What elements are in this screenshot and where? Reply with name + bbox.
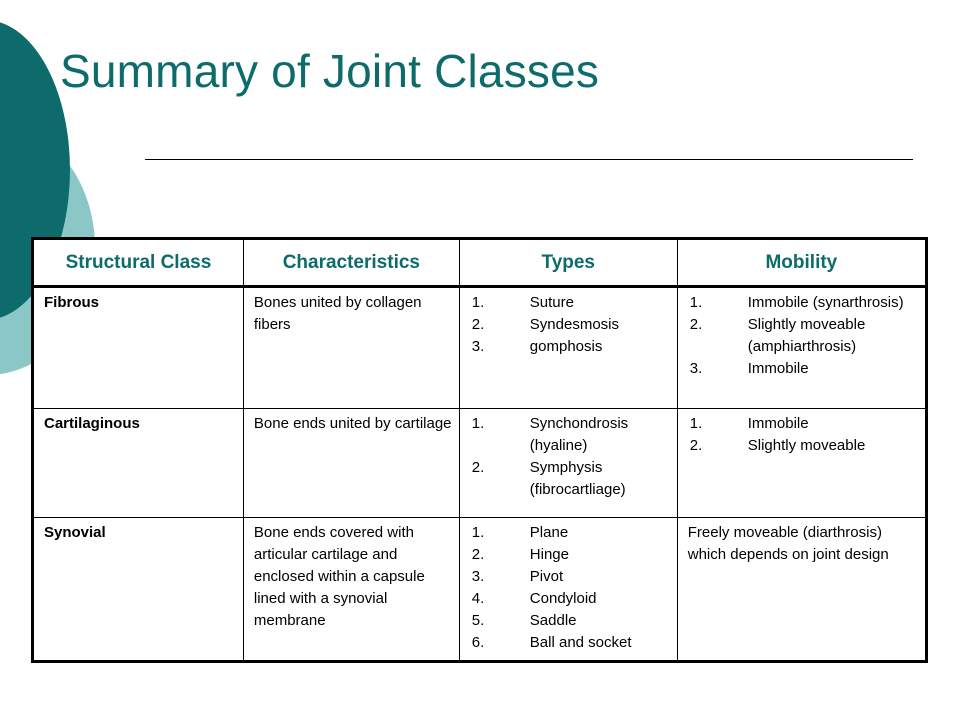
types-cell <box>459 287 677 409</box>
types-cell <box>459 409 677 518</box>
list-item: Plane <box>529 524 569 541</box>
list-item: Immobile (synarthrosis) <box>747 294 904 311</box>
types-cell <box>459 518 677 662</box>
list-item: Symphysis (fibrocartliage) <box>529 459 626 498</box>
types-list <box>470 292 671 358</box>
joint-classes-table <box>31 237 928 663</box>
table-row-cartilaginous <box>33 409 927 518</box>
header-mobility: Mobility <box>677 239 926 287</box>
characteristics-cell: Bone ends covered with articular cartilage and enclosed within a capsule lined with a synovial membrane <box>243 518 459 662</box>
title-divider <box>145 159 913 160</box>
slide-title: Summary of Joint Classes <box>60 45 600 97</box>
mobility-cell: Freely moveable (diarthrosis) which depends on joint design <box>677 518 926 662</box>
mobility-list <box>688 413 919 457</box>
table-row-fibrous <box>33 287 927 409</box>
list-item: Suture <box>529 294 574 311</box>
list-item: Immobile <box>747 415 809 432</box>
mobility-list <box>688 292 919 380</box>
characteristics-cell: Bones united by collagen fibers <box>243 287 459 409</box>
list-item: Syndesmosis <box>529 316 619 333</box>
table-header-row <box>33 239 927 287</box>
class-cell: Fibrous <box>33 287 244 409</box>
list-item: Immobile <box>747 360 809 377</box>
list-item: gomphosis <box>529 338 603 355</box>
types-list <box>470 413 671 501</box>
list-item: Hinge <box>529 546 569 563</box>
mobility-cell <box>677 287 926 409</box>
header-characteristics: Characteristics <box>243 239 459 287</box>
list-item: Slightly moveable <box>747 437 866 454</box>
list-item: Condyloid <box>529 590 597 607</box>
header-types: Types <box>459 239 677 287</box>
class-cell: Synovial <box>33 518 244 662</box>
table-row-synovial <box>33 518 927 662</box>
header-structural-class: Structural Class <box>33 239 244 287</box>
list-item: Ball and socket <box>529 634 632 651</box>
list-item: Slightly moveable (amphiarthrosis) <box>747 316 866 355</box>
types-list <box>470 522 671 654</box>
characteristics-cell: Bone ends united by cartilage <box>243 409 459 518</box>
list-item: Synchondrosis (hyaline) <box>529 415 629 454</box>
list-item: Saddle <box>529 612 577 629</box>
mobility-cell <box>677 409 926 518</box>
class-cell: Cartilaginous <box>33 409 244 518</box>
list-item: Pivot <box>529 568 564 585</box>
